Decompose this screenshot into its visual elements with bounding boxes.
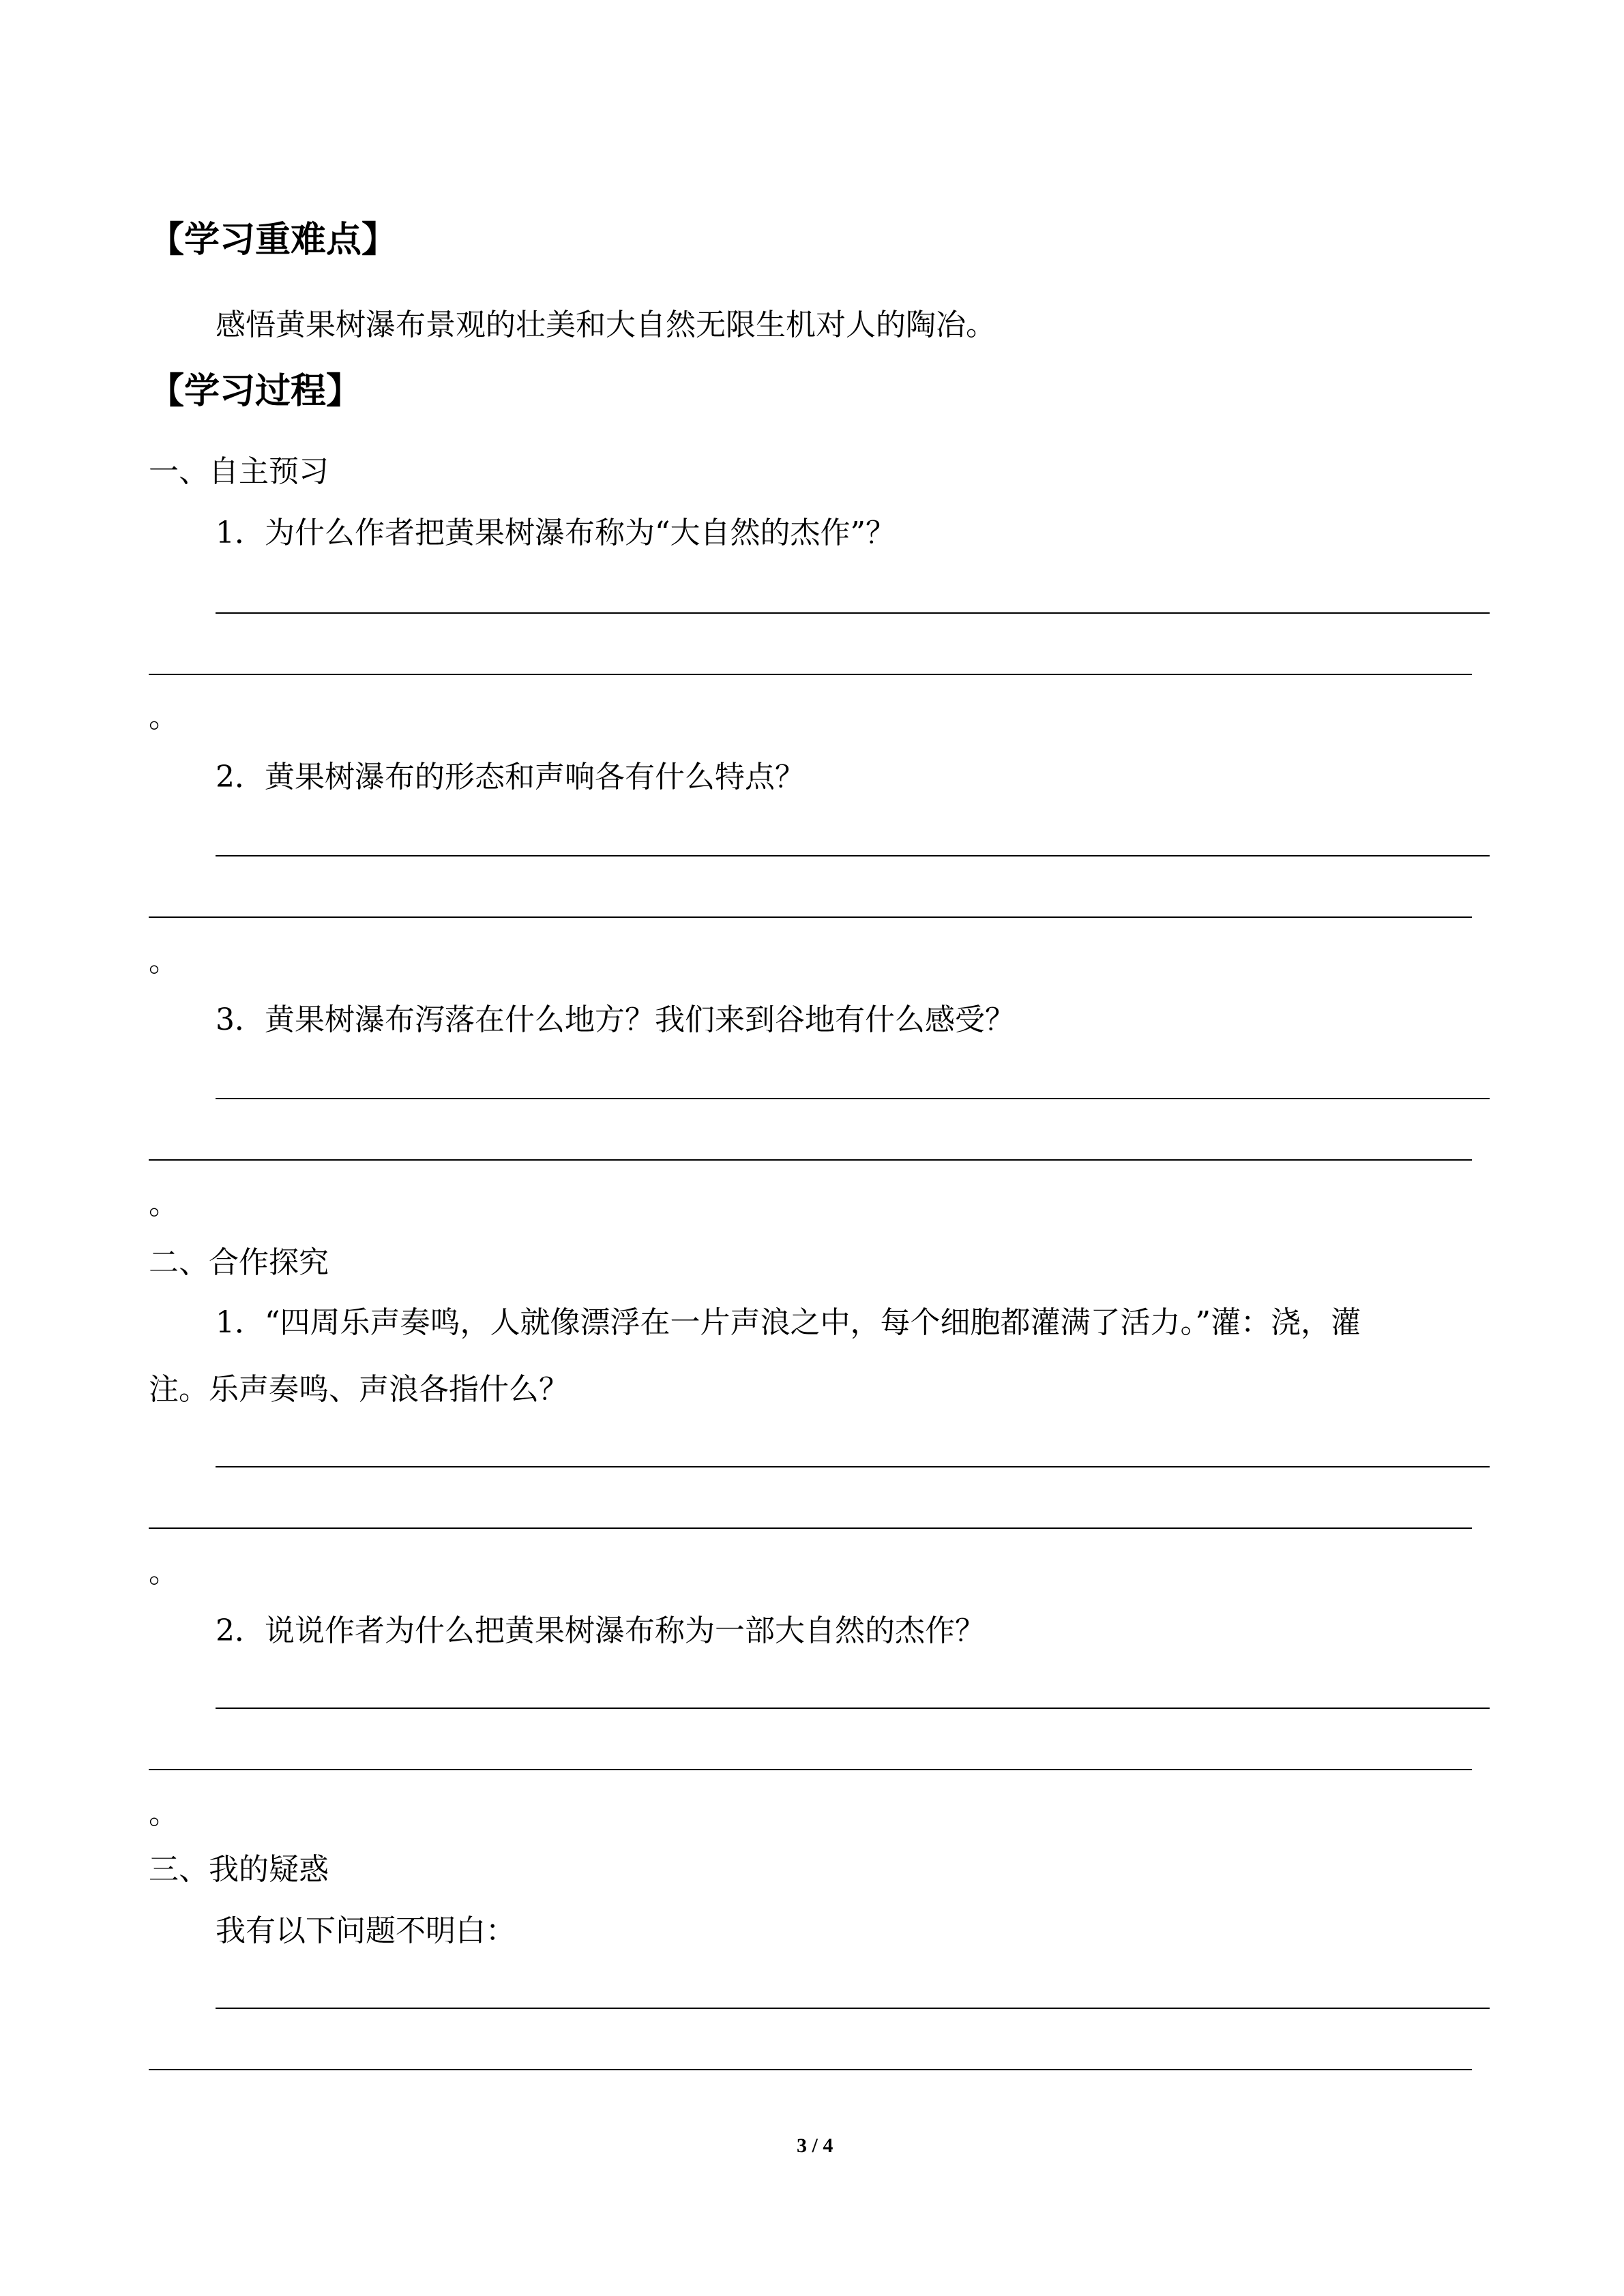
answer-line[interactable] [216, 612, 1490, 614]
page-number: 3 / 4 [797, 2134, 833, 2157]
doubt-prompt: 我有以下问题不明白： [216, 1913, 516, 1948]
answer-line[interactable] [149, 916, 1472, 918]
answer-line[interactable] [216, 1466, 1490, 1467]
question-1-2: 2．黄果树瀑布的形态和声响各有什么特点？ [216, 760, 805, 794]
answer-line[interactable] [149, 1527, 1472, 1529]
section-questions-title: 三、我的疑惑 [149, 1852, 329, 1887]
end-mark: 。 [149, 700, 179, 734]
key-points-heading: 【学习重难点】 [149, 219, 398, 260]
answer-line[interactable] [149, 674, 1472, 675]
end-mark: 。 [149, 1187, 179, 1221]
process-heading: 【学习过程】 [149, 370, 362, 412]
answer-line[interactable] [216, 2008, 1490, 2009]
answer-line[interactable] [216, 1708, 1490, 1709]
key-points-text: 感悟黄果树瀑布景观的壮美和大自然无限生机对人的陶冶。 [216, 308, 996, 342]
question-2-1-line1: 1．“四周乐声奏鸣，人就像漂浮在一片声浪之中，每个细胞都灌满了活力。”灌：浇，灌 [216, 1305, 1361, 1340]
end-mark: 。 [149, 1796, 179, 1831]
answer-line[interactable] [149, 1159, 1472, 1161]
answer-line[interactable] [216, 1098, 1490, 1099]
question-1-1: 1．为什么作者把黄果树瀑布称为“大自然的杰作”？ [216, 516, 896, 550]
question-1-3: 3．黄果树瀑布泻落在什么地方？我们来到谷地有什么感受？ [216, 1002, 1015, 1037]
answer-line[interactable] [149, 1769, 1472, 1770]
section-self-study-title: 一、自主预习 [149, 454, 329, 489]
section-cooperative-title: 二、合作探究 [149, 1245, 329, 1280]
answer-line[interactable] [149, 2069, 1472, 2070]
end-mark: 。 [149, 944, 179, 979]
question-2-1-line2: 注。乐声奏鸣、声浪各指什么？ [149, 1372, 569, 1407]
end-mark: 。 [149, 1555, 179, 1590]
answer-line[interactable] [216, 855, 1490, 856]
question-2-2: 2．说说作者为什么把黄果树瀑布称为一部大自然的杰作？ [216, 1613, 985, 1648]
